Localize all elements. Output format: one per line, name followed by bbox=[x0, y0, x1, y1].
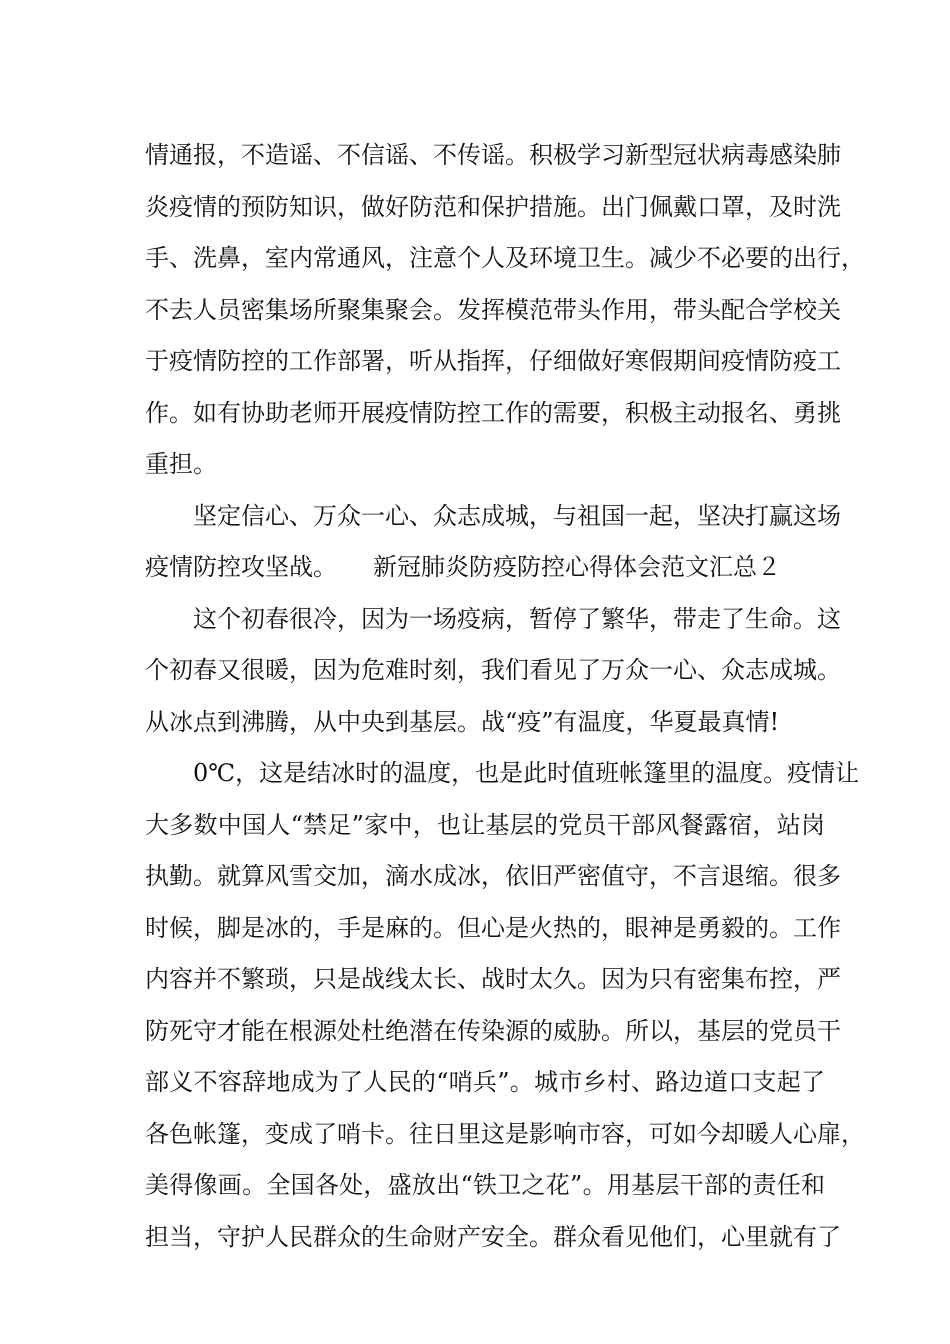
text-line: 不去人员密集场所聚集聚会。发挥模范带头作用，带头配合学校关 bbox=[145, 295, 841, 324]
text-line: 从冰点到沸腾，从中央到基层。战“疫”有温度，华夏最真情! bbox=[145, 707, 780, 736]
text-line: 坚定信心、万众一心、众志成城，与祖国一起，坚决打赢这场 bbox=[193, 501, 841, 530]
text-line: 大多数中国人“禁足”家中，也让基层的党员干部风餐露宿，站岗 bbox=[145, 810, 825, 839]
text-line: 时候，脚是冰的，手是麻的。但心是火热的，眼神是勇毅的。工作 bbox=[145, 913, 841, 942]
text-line: 炎疫情的预防知识，做好防范和保护措施。出门佩戴口罩，及时洗 bbox=[145, 192, 841, 221]
text-line: 0℃，这是结冰时的温度，也是此时值班帐篷里的温度。疫情让 bbox=[193, 759, 860, 787]
text-line: 防死守才能在根源处杜绝潜在传染源的威胁。所以，基层的党员干 bbox=[145, 1016, 841, 1045]
text-line: 执勤。就算风雪交加，滴水成冰，依旧严密值守，不言退缩。很多 bbox=[145, 862, 841, 890]
text-line: 手、洗鼻，室内常通风，注意个人及环境卫生。减少不必要的出行， bbox=[145, 244, 865, 272]
text-line: 于疫情防控的工作部署，听从指挥，仔细做好寒假期间疫情防疫工 bbox=[145, 347, 841, 375]
text-line: 担当，守护人民群众的生命财产安全。群众看见他们，心里就有了 bbox=[145, 1222, 841, 1251]
body-text bbox=[145, 130, 865, 1263]
text-line: 情通报，不造谣、不信谣、不传谣。积极学习新型冠状病毒感染肺 bbox=[145, 141, 841, 169]
text-line: 各色帐篷，变成了哨卡。往日里这是影响市容，可如今却暖人心扉， bbox=[145, 1119, 865, 1148]
text-line: 作。如有协助老师开展疫情防控工作的需要，积极主动报名、勇挑 bbox=[145, 398, 841, 427]
text-line: 疫情防控攻坚战。 新冠肺炎防疫防控心得体会范文汇总２ bbox=[145, 553, 781, 581]
text-line: 个初春又很暖，因为危难时刻，我们看见了万众一心、众志成城。 bbox=[145, 656, 841, 684]
text-line: 重担。 bbox=[145, 450, 217, 478]
text-line: 部义不容辞地成为了人民的“哨兵”。城市乡村、路边道口支起了 bbox=[145, 1068, 825, 1096]
text-line: 美得像画。全国各处，盛放出“铁卫之花”。用基层干部的责任和 bbox=[145, 1171, 825, 1199]
text-line: 这个初春很冷，因为一场疫病，暂停了繁华，带走了生命。这 bbox=[193, 604, 841, 633]
text-line: 内容并不繁琐，只是战线太长、战时太久。因为只有密集布控，严 bbox=[145, 965, 841, 993]
